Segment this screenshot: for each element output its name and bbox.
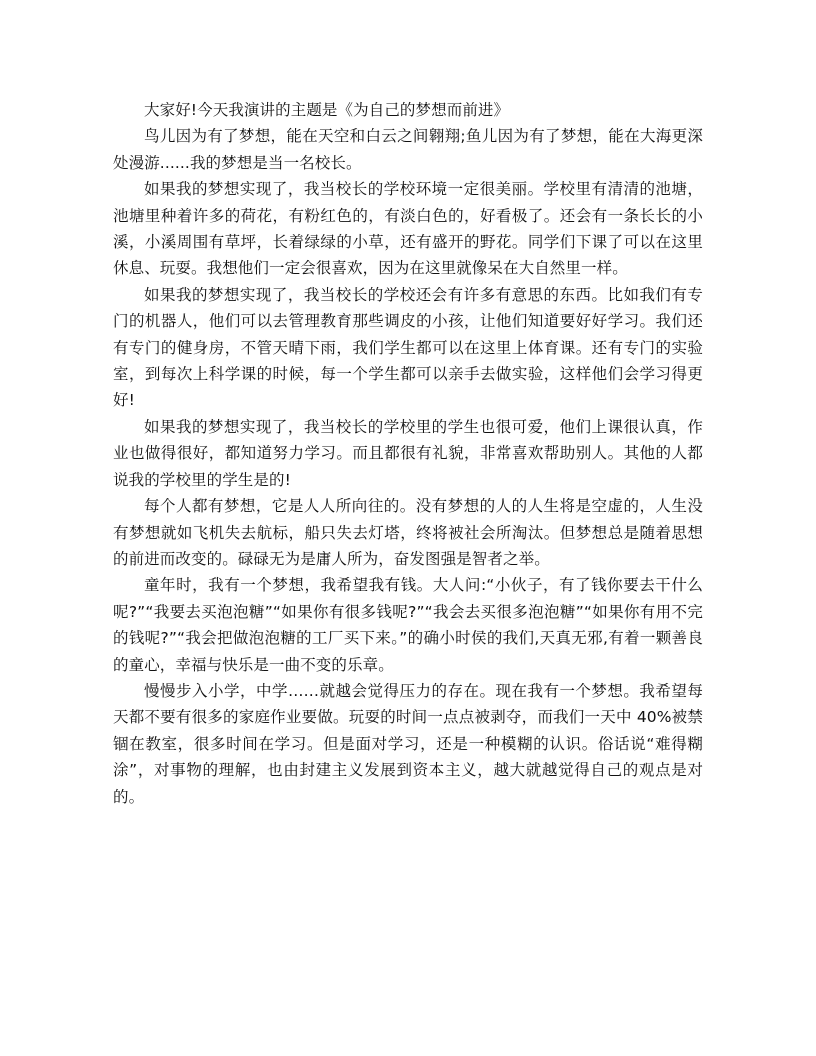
- paragraph-school-environment: 如果我的梦想实现了，我当校长的学校环境一定很美丽。学校里有清清的池塘，池塘里种着许多的荷花，有粉红色的，有淡白色的，好看极了。还会有一条长长的小溪，小溪周围有草坪，长着绿绿的小草，还有盛开的野花。同学们下课了可以在这里休息、玩耍。我想他们一定会很喜欢，因为在这里就像呆在大自然里一样。: [113, 180, 703, 278]
- speech-body: [113, 97, 703, 810]
- paragraph-dream-intro: 鸟儿因为有了梦想，能在天空和白云之间翱翔;鱼儿因为有了梦想，能在大海更深处漫游......我的梦想是当一名校长。: [113, 127, 703, 172]
- paragraph-greeting: 大家好!今天我演讲的主题是《为自己的梦想而前进》: [144, 101, 510, 119]
- paragraph-school-students: 如果我的梦想实现了，我当校长的学校里的学生也很可爱，他们上课很认真，作业也做得很好，都知道努力学习。而且都很有礼貌，非常喜欢帮助别人。其他的人都说我的学校里的学生是的!: [113, 417, 703, 489]
- paragraph-childhood-dream: 童年时，我有一个梦想，我希望我有钱。大人问:“小伙子，有了钱你要去干什么呢?”“我要去买泡泡糖”“如果你有很多钱呢?”“我会去买很多泡泡糖”“如果你有用不完的钱呢?”“我会把做泡泡糖的工厂买下来。”的确小时侯的我们,天真无邪,有着一颗善良的童心，幸福与快乐是一曲不变的乐章。: [113, 576, 703, 674]
- paragraph-school-facilities: 如果我的梦想实现了，我当校长的学校还会有许多有意思的东西。比如我们有专门的机器人，他们可以去管理教育那些调皮的小孩，让他们知道要好好学习。我们还有专门的健身房，不管天晴下雨，我们学生都可以在这里上体育课。还有专门的实验室，到每次上科学课的时候，每一个学生都可以亲手去做实验，这样他们会学习得更好!: [113, 285, 703, 410]
- paragraph-school-pressure: 慢慢步入小学，中学……就越会觉得压力的存在。现在我有一个梦想。我希望每天都不要有很多的家庭作业要做。玩耍的时间一点点被剥夺，而我们一天中 40%被禁锢在教室，很多时间在学习。但是面对学习，还是一种模糊的认识。俗话说“难得糊涂”，对事物的理解，也由封建主义发展到资本主义，越大就越觉得自己的观点是对的。: [113, 681, 703, 806]
- paragraph-everyone-dreams: 每个人都有梦想，它是人人所向往的。没有梦想的人的人生将是空虚的，人生没有梦想就如飞机失去航标，船只失去灯塔，终将被社会所淘汰。但梦想总是随着思想的前进而改变的。碌碌无为是庸人所为，奋发图强是智者之举。: [113, 497, 703, 568]
